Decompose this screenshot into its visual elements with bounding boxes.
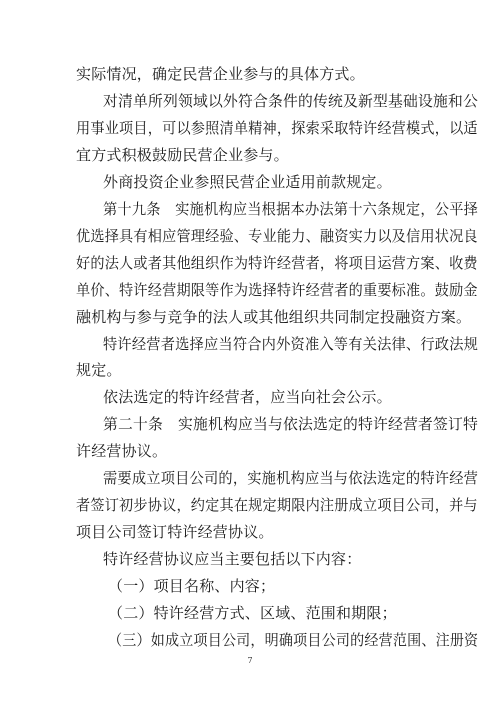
list-item: （一）项目名称、内容；	[108, 577, 276, 596]
text-line: 特许经营者选择应当符合内外资准入等有关法律、行政法规	[103, 334, 479, 353]
page-number: 7	[247, 656, 253, 665]
text-line: 第二十条 实施机构应当与依法选定的特许经营者签订特	[103, 415, 479, 434]
text-line: 依法选定的特许经营者，应当向社会公示。	[103, 388, 392, 407]
text-line: 实际情况，确定民营企业参与的具体方式。	[76, 65, 365, 83]
text-line: 融机构与参与竞争的法人或其他组织共同制定投融资方案。	[76, 307, 472, 326]
text-line: 特许经营协议应当主要包括以下内容：	[103, 550, 362, 569]
text-line: 宜方式积极鼓励民营企业参与。	[76, 145, 289, 164]
text-line: 对清单所列领域以外符合条件的传统及新型基础设施和公	[103, 91, 479, 110]
text-line: 好的法人或者其他组织作为特许经营者，将项目运营方案、收费	[76, 253, 478, 272]
list-item: （三）如成立项目公司，明确项目公司的经营范围、注册资	[108, 631, 479, 649]
text-line: 规定。	[76, 361, 122, 380]
text-line: 优选择具有相应管理经验、专业能力、融资实力以及信用状况良	[76, 226, 478, 245]
text-line: 许经营协议。	[76, 442, 168, 461]
text-line: 项目公司签订特许经营协议。	[76, 523, 274, 542]
text-line: 用事业项目，可以参照清单精神，探索采取特许经营模式，以适	[76, 118, 478, 137]
text-line: 外商投资企业参照民营企业适用前款规定。	[103, 172, 392, 191]
text-line: 者签订初步协议，约定其在规定期限内注册成立项目公司，并与	[76, 496, 478, 515]
text-line: 第十九条 实施机构应当根据本办法第十六条规定，公平择	[103, 199, 479, 218]
text-line: 需要成立项目公司的，实施机构应当与依法选定的特许经营	[103, 469, 479, 488]
list-item: （二）特许经营方式、区域、范围和期限；	[108, 604, 397, 623]
text-line: 单价、特许经营期限等作为选择特许经营者的重要标准。鼓励金	[76, 280, 478, 299]
